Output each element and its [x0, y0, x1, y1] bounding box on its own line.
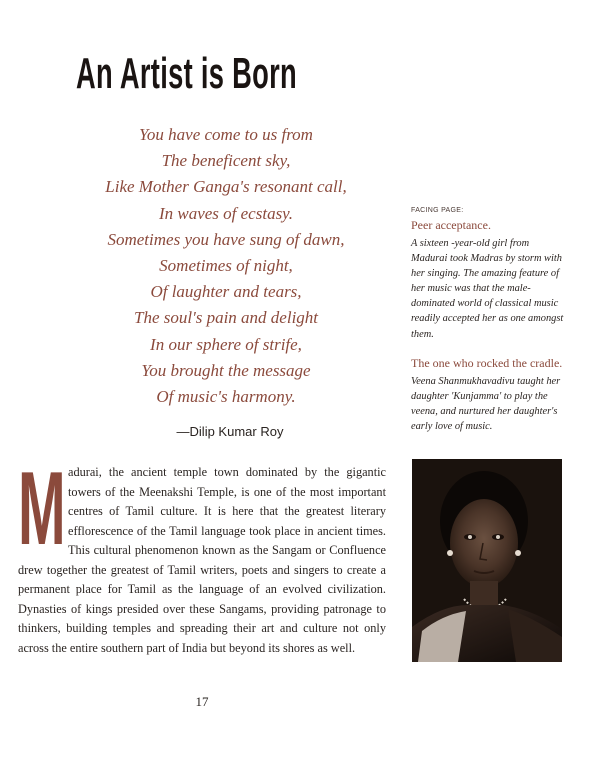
portrait-photo: [412, 459, 562, 662]
poem-line: You have come to us from: [139, 125, 313, 144]
poem-line: You brought the message: [141, 360, 311, 380]
sidebar-captions: [411, 207, 566, 448]
poem-line: In our sphere of strife,: [150, 334, 302, 354]
poem-line: Sometimes of night,: [159, 256, 293, 276]
poem-attribution: —Dilip Kumar Roy: [176, 424, 284, 439]
caption-text: Veena Shanmukhavadivu taught her daughter 'Kunjamma' to play the veena, and nurtured her daughter's early love of music.: [411, 375, 561, 432]
caption-heading: Peer acceptance.: [411, 218, 491, 232]
poem: [60, 122, 392, 410]
facing-page-label: FACING PAGE:: [411, 207, 464, 214]
poem-line: Of music's harmony.: [156, 387, 296, 407]
drop-cap: M: [18, 451, 66, 567]
poem-line: The soul's pain and delight: [133, 308, 319, 328]
page-number: 17: [195, 694, 209, 709]
poem-line: Of laughter and tears,: [150, 282, 302, 302]
caption-block: [411, 218, 566, 342]
portrait-illustration: [412, 459, 562, 662]
caption-heading: The one who rocked the cradle.: [411, 355, 563, 370]
body-text: adurai, the ancient temple town dominated by the gigantic towers of the Meenakshi Temple, is one of the most important centres of Tamil culture. It is here that the greatest literary efflorescence of the Tamil language took place in ancient times. This cultural phenomenon known as the Sangam or Confluence drew together the greatest of Tamil writers, poets and singers to create a permanent place for Tamil as the language of an evolved civilization. Dynasties of kings presided over these Sangams, providing patronage to thinkers, building temples and spreading their art and culture not only across the entire southern part of India but beyond its shores as well.: [18, 465, 386, 655]
poem-line: Sometimes you have sung of dawn,: [107, 229, 345, 249]
poem-line: The beneficent sky,: [161, 151, 291, 171]
poem-line: Like Mother Ganga's resonant call,: [105, 177, 347, 197]
caption-text: A sixteen -year-old girl from Madurai took Madras by storm with her singing. The amazing feature of her music was that the male-dominated world of classical music readily accepted her as one amongst them.: [411, 238, 564, 340]
body-paragraph: [18, 451, 386, 658]
poem-line: In waves of ecstasy.: [158, 203, 294, 223]
page-title: An Artist is Born: [76, 49, 298, 98]
caption-block: [411, 356, 566, 434]
